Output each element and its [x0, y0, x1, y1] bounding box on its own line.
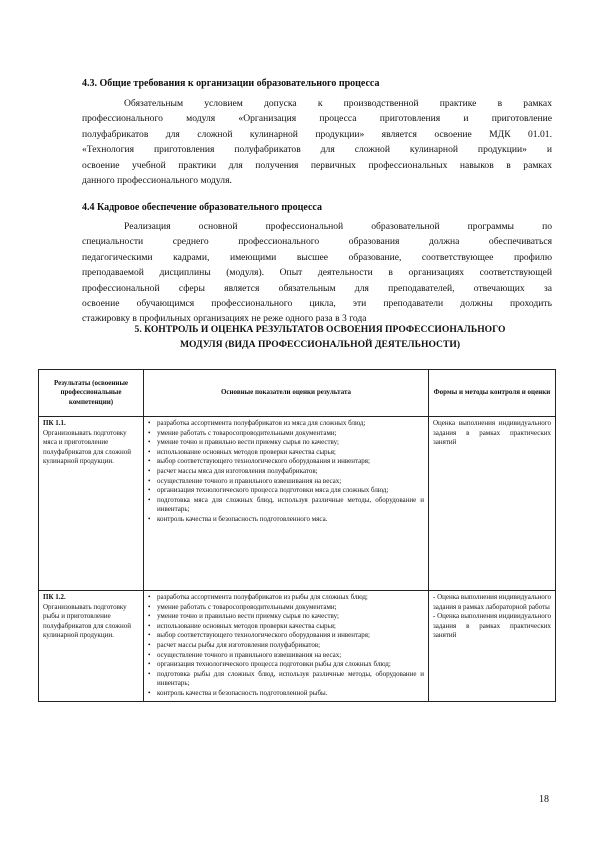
- list-item: • контроль качества и безопасность подготовленного мяса.: [157, 515, 424, 525]
- list-item: • разработка ассортимента полуфабрикатов из мяса для сложных блюд;: [157, 419, 424, 429]
- competency-code: ПК 1.2.: [43, 593, 66, 601]
- list-item: • использование основных методов проверки качества сырья;: [157, 448, 424, 458]
- list-item: • контроль качества и безопасность подготовленной рыбы.: [157, 689, 424, 699]
- paragraph-line: Обязательным условием допуска к производственной практике в рамках: [124, 98, 552, 109]
- paragraph-line: «Технология приготовления полуфабрикатов для сложной кулинарной продукции» и: [82, 144, 552, 156]
- paragraph-line: полуфабрикатов для сложной кулинарной продукции» является освоение МДК 01.01.: [82, 128, 552, 140]
- page-number: 18: [539, 794, 549, 805]
- list-item: • организация технологического процесса подготовки рыбы для сложных блюд;: [157, 660, 424, 670]
- paragraph-line: освоение обучающимся профессионального цикла, эти преподаватели должны проходить: [82, 298, 552, 310]
- paragraph-line: стажировку в профильных организациях не реже одного раза в 3 года: [82, 313, 367, 325]
- section-4-4-paragraph: [82, 219, 552, 327]
- list-item: • выбор соответствующего технологического оборудования и инвентаря;: [157, 631, 424, 641]
- column-header-results: Результаты (освоенные профессиональные компетенции): [39, 370, 144, 417]
- form-method: - Оценка выполнения индивидуального задания в рамках лабораторной работы: [433, 593, 551, 611]
- form-method: - Оценка выполнения индивидуального задания в рамках практических занятий: [433, 612, 551, 640]
- assessment-table: [38, 369, 556, 702]
- list-item: • подготовка рыбы для сложных блюд, используя различные методы, оборудование и инвентарь;: [157, 670, 424, 689]
- section-4-4-heading: 4.4 Кадровое обеспечение образовательного процесса: [82, 202, 322, 213]
- list-item: • умение точно и правильно вести приемку сырья по качеству;: [157, 438, 424, 448]
- list-item: • разработка ассортимента полуфабрикатов из рыбы для сложных блюд;: [157, 593, 424, 603]
- paragraph-line: Реализация основной профессиональной образовательной программы по: [124, 221, 552, 232]
- list-item: • использование основных методов проверки качества сырья;: [157, 622, 424, 632]
- table-row: [39, 417, 556, 591]
- list-item: • подготовка мяса для сложных блюд, используя различные методы, оборудование и инвентарь;: [157, 496, 424, 515]
- indicators-list: [148, 419, 424, 525]
- paragraph-line: педагогическими кадрами, имеющими высшее образование, соответствующее профилю: [82, 251, 552, 263]
- competency-description: Организовывать подготовку рыбы и приготовление полуфабрикатов для сложной кулинарной продукции.: [43, 602, 131, 640]
- paragraph-line: профессионального модуля «Организация процесса приготовления и приготовление: [82, 113, 552, 125]
- indicators-cell: [144, 591, 429, 702]
- competency-code: ПК 1.1.: [43, 419, 66, 427]
- form-method: Оценка выполнения индивидуального задания в рамках практических занятий: [433, 419, 551, 447]
- list-item: • умение точно и правильно вести приемку сырья по качеству;: [157, 612, 424, 622]
- list-item: • осуществление точного и правильного взвешивания на весах;: [157, 477, 424, 487]
- competency-cell: [39, 591, 144, 702]
- indicators-cell: [144, 417, 429, 591]
- section-4-3-paragraph: [82, 96, 552, 188]
- paragraph-line: данного профессионального модуля.: [82, 175, 232, 187]
- paragraph-line: преподаваемой дисциплины (модуля). Опыт деятельности в организациях соответствующей: [82, 267, 552, 279]
- forms-cell: [429, 417, 556, 591]
- forms-cell: [429, 591, 556, 702]
- list-item: • умение работать с товаросопроводительными документами;: [157, 603, 424, 613]
- section-4-3-heading: 4.3. Общие требования к организации образовательного процесса: [82, 78, 380, 89]
- competency-description: Организовывать подготовку мяса и приготовление полуфабрикатов для сложной кулинарной продукции.: [43, 428, 131, 466]
- section-5-heading: [70, 322, 570, 352]
- section-5-heading-line: МОДУЛЯ (ВИДА ПРОФЕССИОНАЛЬНОЙ ДЕЯТЕЛЬНОСТИ): [179, 339, 461, 350]
- competency-cell: [39, 417, 144, 591]
- list-item: • расчет массы мяса для изготовления полуфабрикатов;: [157, 467, 424, 477]
- table-row: [39, 591, 556, 702]
- list-item: • умение работать с товаросопроводительными документами;: [157, 429, 424, 439]
- paragraph-line: освоение учебной практики для получения первичных профессиональных навыков в рамках: [82, 159, 552, 171]
- section-5-heading-line: 5. КОНТРОЛЬ И ОЦЕНКА РЕЗУЛЬТАТОВ ОСВОЕНИЯ ПРОФЕССИОНАЛЬНОГО: [134, 324, 506, 335]
- paragraph-line: профессиональной сферы является обязательным для преподавателей, отвечающих за: [82, 282, 552, 294]
- list-item: • организация технологического процесса подготовки мяса для сложных блюд;: [157, 486, 424, 496]
- table-header-row: [39, 370, 556, 417]
- paragraph-line: специальности среднего профессионального образования должна обеспечиваться: [82, 236, 552, 248]
- column-header-indicators: Основные показатели оценки результата: [144, 370, 429, 417]
- column-header-forms: Формы и методы контроля и оценки: [429, 370, 556, 417]
- list-item: • осуществление точного и правильного взвешивания на весах;: [157, 651, 424, 661]
- indicators-list: [148, 593, 424, 699]
- list-item: • выбор соответствующего технологического оборудования и инвентаря;: [157, 457, 424, 467]
- list-item: • расчет массы рыбы для изготовления полуфабрикатов;: [157, 641, 424, 651]
